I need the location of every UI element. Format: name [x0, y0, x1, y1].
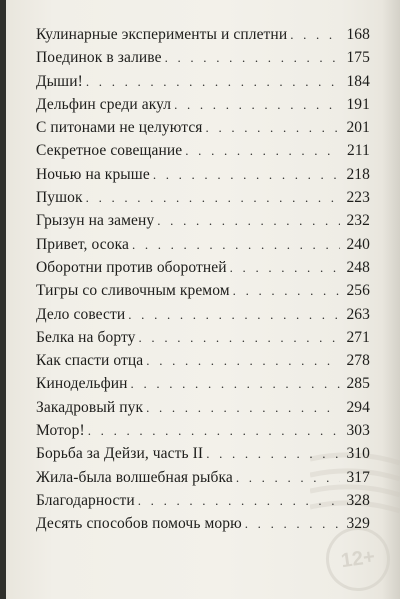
toc-entry-title: Мотор! [36, 422, 85, 440]
toc-entry [36, 492, 370, 515]
toc-entry-title: Тигры со сливочным кремом [36, 282, 230, 300]
toc-entry [36, 142, 370, 165]
toc-dot-leader [230, 261, 340, 274]
toc-entry-page: 223 [346, 189, 370, 207]
toc-entry [36, 329, 370, 352]
toc-entry [36, 26, 370, 49]
toc-dot-leader [153, 168, 340, 181]
toc-entry-title: Десять способов помочь морю [36, 515, 242, 533]
toc-dot-leader [88, 424, 340, 437]
toc-dot-leader [132, 238, 340, 251]
toc-entry [36, 282, 370, 305]
toc-dot-leader [165, 51, 340, 64]
toc-entry-page: 175 [346, 49, 370, 67]
toc-dot-leader [157, 214, 340, 227]
toc-entry-title: Ночью на крыше [36, 165, 150, 183]
toc-entry [36, 306, 370, 329]
toc-entry-page: 271 [346, 328, 370, 346]
toc-entry [36, 236, 370, 259]
toc-dot-leader [128, 308, 340, 321]
toc-dot-leader [245, 517, 340, 530]
toc-entry-title: Жила-была волшебная рыбка [36, 468, 233, 486]
toc-entry-title: С питонами не целуются [36, 119, 203, 137]
toc-entry-page: 240 [346, 235, 370, 253]
toc-entry-page: 285 [346, 375, 370, 393]
toc-dot-leader [86, 191, 340, 204]
toc-dot-leader [206, 121, 340, 134]
toc-entry-page: 232 [346, 212, 370, 230]
toc-entry-title: Благодарности [36, 491, 135, 509]
toc-entry [36, 73, 370, 96]
toc-dot-leader [236, 471, 340, 484]
toc-entry [36, 445, 370, 468]
toc-dot-leader [139, 331, 340, 344]
toc-entry [36, 352, 370, 375]
toc-entry-title: Поединок в заливе [36, 49, 162, 67]
toc-entry-page: 201 [346, 119, 370, 137]
toc-entry-page: 303 [346, 422, 370, 440]
toc-entry-page: 317 [346, 468, 370, 486]
toc-entry [36, 166, 370, 189]
toc-entry-page: 168 [346, 26, 370, 43]
toc-entry-page: 256 [346, 282, 370, 300]
toc-dot-leader [174, 98, 340, 111]
toc-dot-leader [86, 75, 340, 88]
table-of-contents [36, 26, 370, 539]
toc-entry [36, 469, 370, 492]
toc-dot-leader [131, 377, 340, 390]
toc-entry-title: Привет, осока [36, 235, 129, 253]
toc-entry-title: Борьба за Дейзи, часть II [36, 445, 204, 463]
toc-entry [36, 49, 370, 72]
toc-dot-leader [146, 354, 340, 367]
age-rating-label: 12+ [339, 545, 377, 572]
toc-entry [36, 375, 370, 398]
toc-entry [36, 119, 370, 142]
toc-entry-page: 310 [346, 445, 370, 463]
toc-dot-leader [185, 144, 340, 157]
toc-entry-title: Дыши! [36, 72, 83, 90]
toc-entry [36, 212, 370, 235]
toc-entry-page: 263 [346, 305, 370, 323]
toc-entry-title: Дело совести [36, 305, 126, 323]
toc-entry-page: 218 [346, 165, 370, 183]
toc-entry-title: Секретное совещание [36, 142, 183, 160]
toc-entry-title: Оборотни против оборотней [36, 258, 227, 276]
toc-entry-title: Белка на борту [36, 328, 136, 346]
toc-dot-leader [233, 284, 340, 297]
toc-entry-page: 294 [346, 398, 370, 416]
toc-entry-page: 328 [346, 491, 370, 509]
toc-entry-title: Пушок [36, 189, 83, 207]
toc-entry [36, 259, 370, 282]
toc-dot-leader [146, 401, 340, 414]
toc-entry [36, 422, 370, 445]
toc-entry [36, 515, 370, 538]
toc-entry-page: 329 [346, 515, 370, 533]
toc-entry-title: Грызун на замену [36, 212, 155, 230]
toc-entry-title: Кулинарные эксперименты и сплетни [36, 26, 288, 43]
toc-entry-title: Как спасти отца [36, 352, 144, 370]
toc-entry [36, 96, 370, 119]
toc-dot-leader [290, 28, 340, 41]
toc-entry-page: 191 [346, 95, 370, 113]
book-page [6, 0, 400, 599]
toc-dot-leader [138, 494, 340, 507]
toc-entry-page: 184 [346, 72, 370, 90]
toc-entry-title: Закадровый пук [36, 398, 144, 416]
toc-dot-leader [206, 447, 340, 460]
toc-entry [36, 399, 370, 422]
toc-entry-page: 248 [346, 258, 370, 276]
toc-entry [36, 189, 370, 212]
toc-entry-title: Кинодельфин [36, 375, 128, 393]
toc-entry-page: 278 [346, 352, 370, 370]
toc-entry-page: 211 [347, 142, 370, 160]
toc-entry-title: Дельфин среди акул [36, 95, 172, 113]
